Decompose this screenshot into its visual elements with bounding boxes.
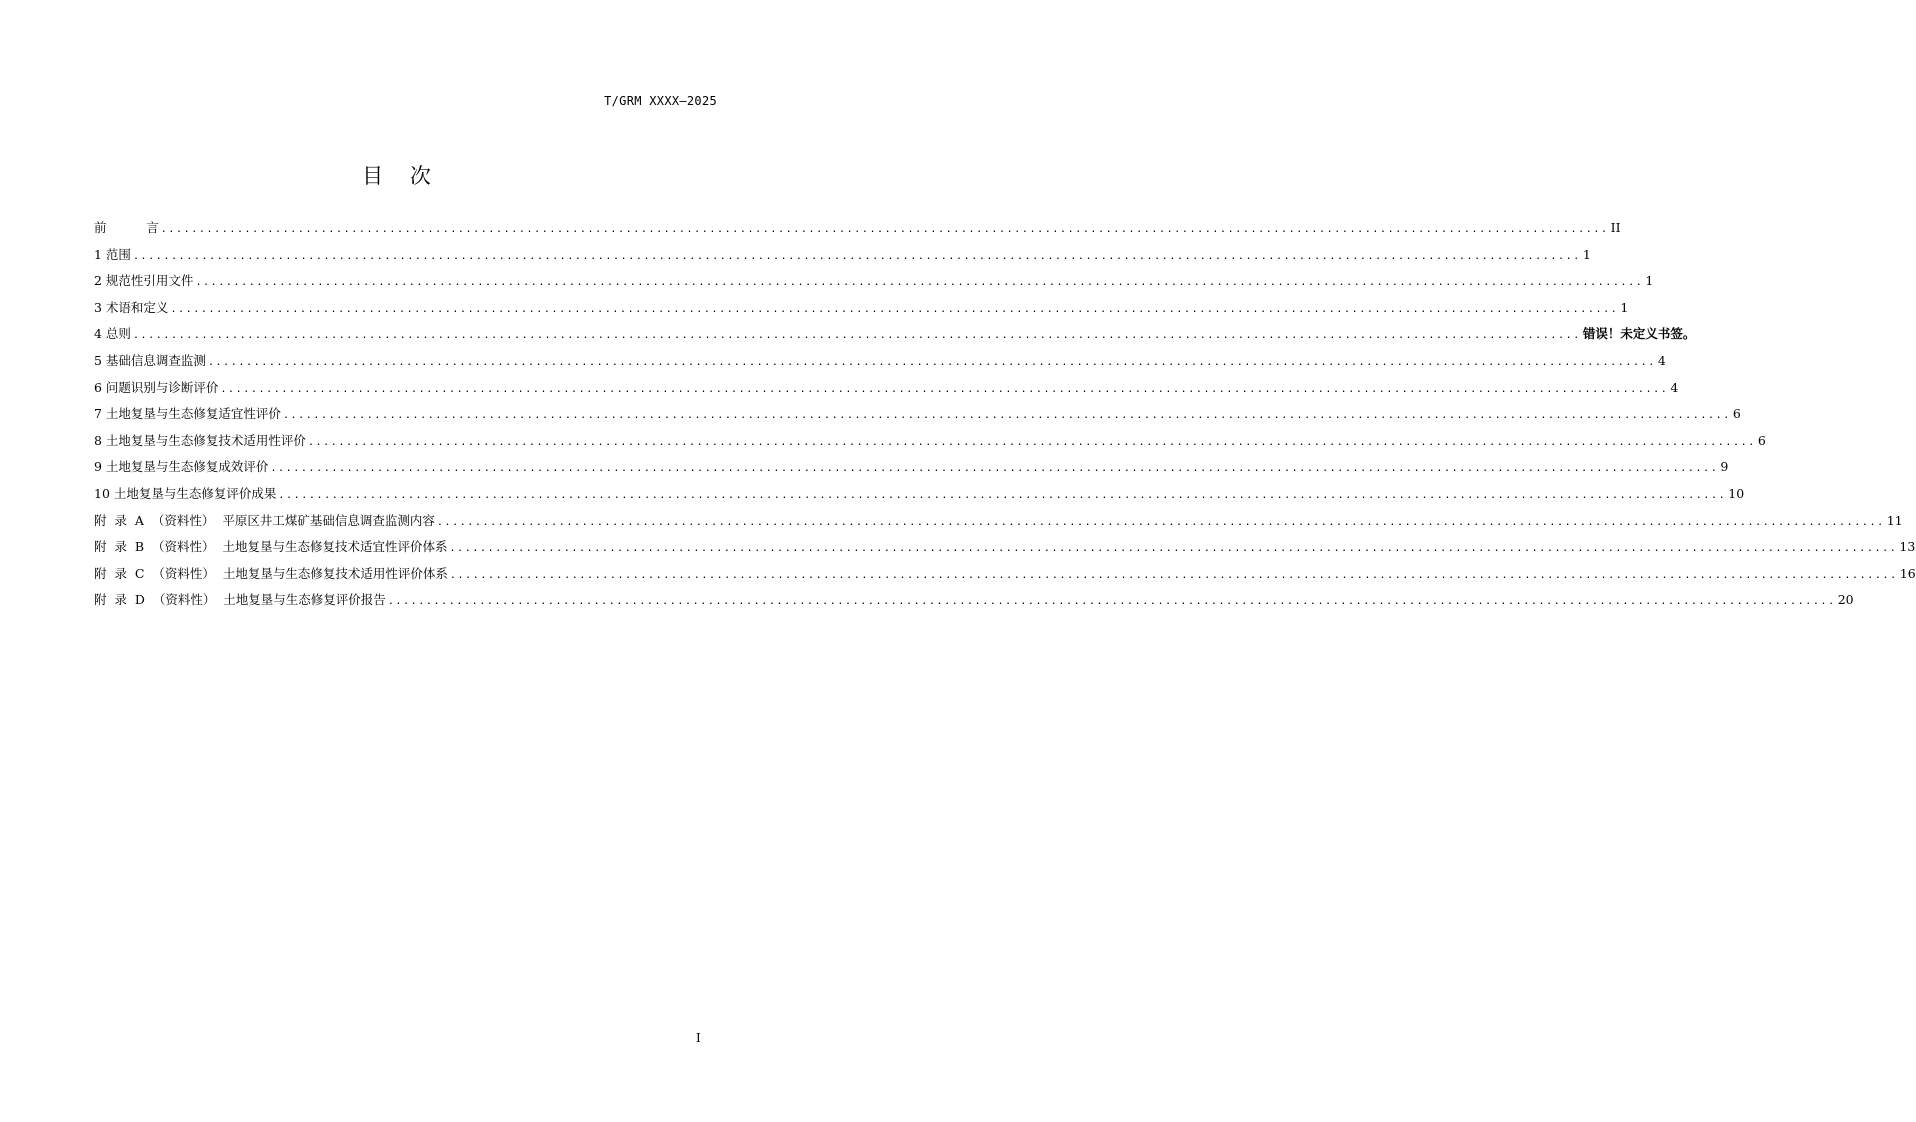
toc-page-number: 10 xyxy=(1728,485,1745,501)
toc-entry-9[interactable] xyxy=(94,458,1729,485)
toc-entry-2[interactable] xyxy=(94,272,1654,299)
toc-leader-dots: .............................................................................................................................................................................................. xyxy=(160,224,1609,235)
toc-leader-dots: .............................................................................................................................................................................................. xyxy=(307,436,1756,448)
table-of-contents xyxy=(94,219,1916,618)
toc-entry-label: 7 土地复垦与生态修复适宜性评价 xyxy=(94,406,281,422)
toc-page-number: 11 xyxy=(1886,512,1903,528)
toc-page-number: 9 xyxy=(1720,459,1729,475)
toc-entry-6[interactable] xyxy=(94,379,1679,406)
toc-page-number: 16 xyxy=(1899,565,1916,581)
toc-entry-1[interactable] xyxy=(94,246,1591,273)
toc-leader-dots: .............................................................................................................................................................................................. xyxy=(132,250,1581,262)
toc-entry-label: 附 录 C （资料性） 土地复垦与生态修复技术适用性评价体系 xyxy=(94,565,448,581)
toc-page-number: 6 xyxy=(1732,406,1741,422)
toc-leader-dots: .............................................................................................................................................................................................. xyxy=(278,489,1727,501)
toc-entry-preface[interactable] xyxy=(94,219,1621,246)
page-number: I xyxy=(696,1031,701,1045)
toc-leader-dots: .............................................................................................................................................................................................. xyxy=(449,543,1898,555)
toc-entry-5[interactable] xyxy=(94,352,1666,379)
toc-bookmark-error: 错误！未定义书签。 xyxy=(1582,326,1696,342)
toc-entry-label: 附 录 D （资料性） 土地复垦与生态修复评价报告 xyxy=(94,592,386,608)
toc-leader-dots: .............................................................................................................................................................................................. xyxy=(436,516,1885,528)
toc-entry-label: 10 土地复垦与生态修复评价成果 xyxy=(94,485,277,501)
toc-leader-dots: .............................................................................................................................................................................................. xyxy=(270,463,1719,475)
toc-page-number: 6 xyxy=(1757,432,1766,448)
toc-leader-dots: .............................................................................................................................................................................................. xyxy=(170,303,1619,315)
toc-entry-10[interactable] xyxy=(94,485,1745,512)
toc-leader-dots: .............................................................................................................................................................................................. xyxy=(449,569,1898,581)
toc-entry-label: 8 土地复垦与生态修复技术适用性评价 xyxy=(94,432,306,448)
document-number: T/GRM XXXX—2025 xyxy=(604,94,717,108)
toc-leader-dots: .............................................................................................................................................................................................. xyxy=(387,596,1836,608)
toc-page-number: 4 xyxy=(1670,379,1679,395)
toc-entry-label: 前 言 xyxy=(94,220,159,235)
toc-entry-4[interactable] xyxy=(94,325,1696,352)
toc-leader-dots: .............................................................................................................................................................................................. xyxy=(220,383,1669,395)
toc-entry-appendix-c[interactable] xyxy=(94,565,1916,592)
toc-entry-label: 3 术语和定义 xyxy=(94,299,169,315)
toc-entry-label: 9 土地复垦与生态修复成效评价 xyxy=(94,459,269,475)
toc-page-number: 1 xyxy=(1582,246,1591,262)
toc-entry-label: 5 基础信息调查监测 xyxy=(94,352,206,368)
toc-page-number: 4 xyxy=(1657,352,1666,368)
toc-entry-3[interactable] xyxy=(94,299,1629,326)
toc-entry-label: 附 录 B （资料性） 土地复垦与生态修复技术适宜性评价体系 xyxy=(94,539,448,555)
toc-page-number: 20 xyxy=(1837,592,1854,608)
toc-leader-dots: .............................................................................................................................................................................................. xyxy=(282,410,1731,422)
toc-entry-label: 附 录 A （资料性） 平原区井工煤矿基础信息调查监测内容 xyxy=(94,512,435,528)
toc-title: 目 次 xyxy=(362,164,431,188)
toc-entry-label: 1 范围 xyxy=(94,246,131,262)
toc-entry-8[interactable] xyxy=(94,432,1766,459)
toc-leader-dots: .............................................................................................................................................................................................. xyxy=(207,356,1656,368)
toc-page-number: 13 xyxy=(1899,539,1916,555)
toc-page-number: 1 xyxy=(1620,299,1629,315)
toc-leader-dots: .............................................................................................................................................................................................. xyxy=(132,330,1581,342)
toc-entry-label: 2 规范性引用文件 xyxy=(94,273,194,289)
toc-page-number: II xyxy=(1610,220,1621,235)
toc-entry-appendix-b[interactable] xyxy=(94,538,1916,565)
toc-entry-7[interactable] xyxy=(94,405,1741,432)
toc-entry-appendix-d[interactable] xyxy=(94,591,1854,618)
toc-entry-appendix-a[interactable] xyxy=(94,512,1903,539)
toc-leader-dots: .............................................................................................................................................................................................. xyxy=(195,277,1644,289)
toc-page-number: 1 xyxy=(1645,273,1654,289)
toc-entry-label: 6 问题识别与诊断评价 xyxy=(94,379,219,395)
toc-entry-label: 4 总则 xyxy=(94,326,131,342)
